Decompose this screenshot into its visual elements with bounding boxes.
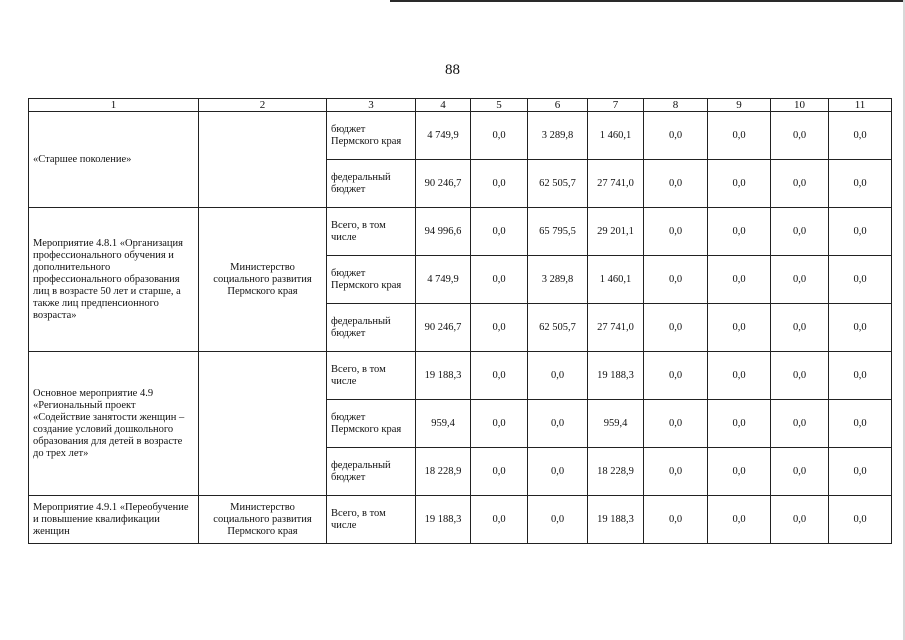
funding-source: бюджет Пермского края bbox=[327, 112, 416, 160]
activity-name: «Старшее поколение» bbox=[29, 112, 199, 208]
amount-cell: 94 996,6 bbox=[416, 208, 471, 256]
amount-cell: 0,0 bbox=[644, 352, 708, 400]
amount-cell: 0,0 bbox=[528, 448, 588, 496]
amount-cell: 4 749,9 bbox=[416, 256, 471, 304]
amount-cell: 0,0 bbox=[829, 304, 892, 352]
amount-cell: 0,0 bbox=[644, 400, 708, 448]
amount-cell: 0,0 bbox=[708, 112, 771, 160]
funding-source: Всего, в том числе bbox=[327, 352, 416, 400]
amount-cell: 959,4 bbox=[416, 400, 471, 448]
amount-cell: 0,0 bbox=[771, 256, 829, 304]
amount-cell: 27 741,0 bbox=[588, 304, 644, 352]
funding-source: Всего, в том числе bbox=[327, 208, 416, 256]
amount-cell: 0,0 bbox=[829, 256, 892, 304]
amount-cell: 0,0 bbox=[471, 448, 528, 496]
amount-cell: 0,0 bbox=[829, 352, 892, 400]
amount-cell: 19 188,3 bbox=[416, 496, 471, 544]
column-header-7: 7 bbox=[588, 99, 644, 112]
amount-cell: 0,0 bbox=[471, 496, 528, 544]
amount-cell: 62 505,7 bbox=[528, 160, 588, 208]
amount-cell: 4 749,9 bbox=[416, 112, 471, 160]
amount-cell: 0,0 bbox=[644, 304, 708, 352]
activity-name: Основное мероприятие 4.9 «Региональный проект «Содействие занятости женщин – создание условий дошкольного образования для детей в возрасте до трех лет» bbox=[29, 352, 199, 496]
column-header-4: 4 bbox=[416, 99, 471, 112]
activity-name: Мероприятие 4.8.1 «Организация профессионального обучения и дополнительного профессионального образования лиц в возрасте 50 лет и старше, а также лиц предпенсионного возраста» bbox=[29, 208, 199, 352]
amount-cell: 0,0 bbox=[708, 448, 771, 496]
funding-source: федеральный бюджет bbox=[327, 448, 416, 496]
funding-source: бюджет Пермского края bbox=[327, 256, 416, 304]
amount-cell: 0,0 bbox=[708, 496, 771, 544]
column-header-1: 1 bbox=[29, 99, 199, 112]
funding-source: Всего, в том числе bbox=[327, 496, 416, 544]
amount-cell: 1 460,1 bbox=[588, 256, 644, 304]
amount-cell: 0,0 bbox=[471, 256, 528, 304]
amount-cell: 0,0 bbox=[644, 256, 708, 304]
amount-cell: 0,0 bbox=[644, 160, 708, 208]
amount-cell: 0,0 bbox=[771, 208, 829, 256]
amount-cell: 0,0 bbox=[471, 304, 528, 352]
column-header-10: 10 bbox=[771, 99, 829, 112]
amount-cell: 18 228,9 bbox=[416, 448, 471, 496]
amount-cell: 19 188,3 bbox=[588, 352, 644, 400]
header-row bbox=[29, 99, 892, 112]
executor-cell bbox=[199, 112, 327, 208]
funding-source: федеральный бюджет bbox=[327, 160, 416, 208]
amount-cell: 0,0 bbox=[708, 160, 771, 208]
amount-cell: 0,0 bbox=[644, 448, 708, 496]
amount-cell: 0,0 bbox=[471, 160, 528, 208]
column-header-11: 11 bbox=[829, 99, 892, 112]
amount-cell: 0,0 bbox=[829, 112, 892, 160]
amount-cell: 0,0 bbox=[708, 400, 771, 448]
amount-cell: 0,0 bbox=[829, 496, 892, 544]
amount-cell: 0,0 bbox=[708, 208, 771, 256]
column-header-9: 9 bbox=[708, 99, 771, 112]
column-header-5: 5 bbox=[471, 99, 528, 112]
amount-cell: 0,0 bbox=[708, 256, 771, 304]
amount-cell: 0,0 bbox=[644, 112, 708, 160]
amount-cell: 0,0 bbox=[708, 352, 771, 400]
column-header-6: 6 bbox=[528, 99, 588, 112]
amount-cell: 62 505,7 bbox=[528, 304, 588, 352]
amount-cell: 0,0 bbox=[471, 208, 528, 256]
amount-cell: 29 201,1 bbox=[588, 208, 644, 256]
activity-name: Мероприятие 4.9.1 «Переобучение и повышение квалификации женщин bbox=[29, 496, 199, 544]
amount-cell: 90 246,7 bbox=[416, 160, 471, 208]
amount-cell: 3 289,8 bbox=[528, 256, 588, 304]
amount-cell: 18 228,9 bbox=[588, 448, 644, 496]
amount-cell: 0,0 bbox=[528, 400, 588, 448]
amount-cell: 0,0 bbox=[829, 208, 892, 256]
column-header-8: 8 bbox=[644, 99, 708, 112]
scan-edge-top bbox=[390, 0, 905, 2]
amount-cell: 0,0 bbox=[771, 448, 829, 496]
amount-cell: 90 246,7 bbox=[416, 304, 471, 352]
amount-cell: 0,0 bbox=[771, 112, 829, 160]
table-row bbox=[29, 352, 892, 400]
amount-cell: 0,0 bbox=[644, 496, 708, 544]
column-header-3: 3 bbox=[327, 99, 416, 112]
executor-cell: Министерство социального развития Пермского края bbox=[199, 208, 327, 352]
amount-cell: 0,0 bbox=[829, 400, 892, 448]
amount-cell: 3 289,8 bbox=[528, 112, 588, 160]
amount-cell: 959,4 bbox=[588, 400, 644, 448]
amount-cell: 0,0 bbox=[644, 208, 708, 256]
amount-cell: 0,0 bbox=[708, 304, 771, 352]
amount-cell: 0,0 bbox=[528, 352, 588, 400]
amount-cell: 27 741,0 bbox=[588, 160, 644, 208]
funding-source: бюджет Пермского края bbox=[327, 400, 416, 448]
amount-cell: 65 795,5 bbox=[528, 208, 588, 256]
table-row bbox=[29, 496, 892, 544]
amount-cell: 0,0 bbox=[771, 496, 829, 544]
amount-cell: 0,0 bbox=[771, 352, 829, 400]
amount-cell: 0,0 bbox=[829, 160, 892, 208]
budget-table bbox=[28, 98, 892, 544]
amount-cell: 0,0 bbox=[771, 304, 829, 352]
amount-cell: 0,0 bbox=[471, 112, 528, 160]
table-row bbox=[29, 112, 892, 160]
funding-source: федеральный бюджет bbox=[327, 304, 416, 352]
amount-cell: 0,0 bbox=[771, 160, 829, 208]
amount-cell: 0,0 bbox=[471, 352, 528, 400]
amount-cell: 0,0 bbox=[471, 400, 528, 448]
amount-cell: 0,0 bbox=[771, 400, 829, 448]
amount-cell: 0,0 bbox=[528, 496, 588, 544]
table-row bbox=[29, 208, 892, 256]
amount-cell: 19 188,3 bbox=[416, 352, 471, 400]
page-number: 88 bbox=[445, 62, 460, 78]
amount-cell: 19 188,3 bbox=[588, 496, 644, 544]
amount-cell: 0,0 bbox=[829, 448, 892, 496]
executor-cell bbox=[199, 352, 327, 496]
executor-cell: Министерство социального развития Пермского края bbox=[199, 496, 327, 544]
column-header-2: 2 bbox=[199, 99, 327, 112]
amount-cell: 1 460,1 bbox=[588, 112, 644, 160]
